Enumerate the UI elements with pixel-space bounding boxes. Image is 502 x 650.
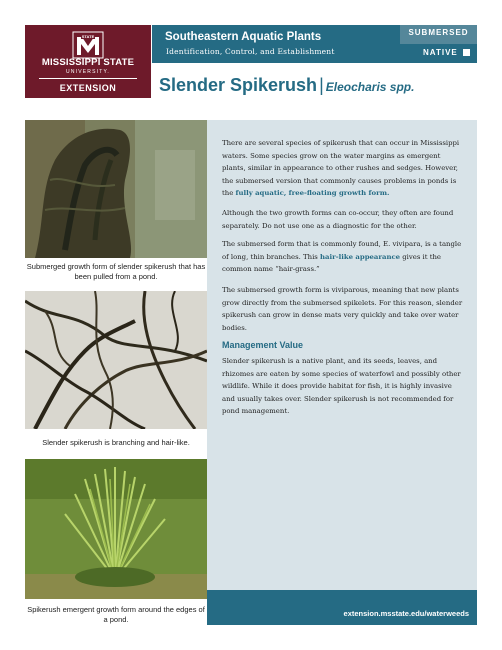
hair-like-highlight: hair-like appearance [320, 252, 401, 261]
msu-extension-logo [25, 25, 151, 98]
scientific-name: Eleocharis spp. [325, 80, 415, 94]
logo-divider [39, 78, 137, 79]
intro-text: There are several species of spikerush that can occur in Mississippi waters. Some species grow on the water margins as emergent plants, similar in appearance to other rushes and sedges. However, the submersed version that commonly causes problems in ponds is the [222, 139, 460, 198]
submerged-spikerush-photo [25, 120, 207, 258]
management-heading: Management Value [222, 340, 304, 350]
logo-extension: EXTENSION [59, 83, 117, 93]
title-separator: | [319, 75, 324, 95]
photo-caption-1: Submerged growth form of slender spikerush that has been pulled from a pond. [26, 262, 206, 281]
viviparous-paragraph: The submersed growth form is viviparous, meaning that new plants grow directly from the submersed spikelets. For this reason, slender spikerush can grow in dense mats very quickly and take over water bodies. [222, 286, 463, 332]
footer-bar [207, 590, 477, 625]
emergent-spikerush-photo [25, 459, 207, 599]
hair-like-spikerush-photo [25, 291, 207, 429]
common-name: Slender Spikerush [159, 75, 318, 95]
submersed-form-paragraph [222, 238, 466, 276]
logo-name: MISSISSIPPI STATE [41, 57, 135, 68]
growth-forms-paragraph: Although the two growth forms can co-occur, they often are found separately. Do not use one as a diagnostic for the other. [222, 209, 454, 230]
management-paragraph: Slender spikerush is a native plant, and its seeds, leaves, and rhizomes are eaten by some species of waterfowl and possibly other wildlife. While it does provide habitat for fish, it is highly invasive and usually takes over. Slender spikerush is not recommended for pond management. [222, 357, 461, 416]
photo-caption-3: Spikerush emergent growth form around the edges of a pond. [27, 605, 205, 624]
native-square-icon [463, 49, 470, 56]
page-title [159, 75, 414, 96]
msu-m-logo-icon [72, 31, 104, 59]
free-floating-highlight: fully aquatic, free-floating growth form. [235, 189, 390, 198]
native-badge: NATIVE [423, 48, 458, 57]
submersed-badge: SUBMERSED [408, 28, 469, 37]
photo-caption-2: Slender spikerush is branching and hair-like. [42, 438, 190, 447]
series-title: Southeastern Aquatic Plants [165, 31, 322, 43]
intro-paragraph [222, 137, 466, 200]
submersed-form-text: The submersed form that is commonly found, E. vivipara, is a tangle of long, thin branches. This [222, 240, 462, 261]
footer-url: extension.msstate.edu/waterweeds [343, 609, 469, 618]
series-subtitle: Identification, Control, and Establishment [166, 47, 335, 56]
logo-university: UNIVERSITY. [66, 69, 110, 75]
submersed-form-text-end: gives it the common name “hair-grass.” [222, 252, 441, 274]
logo-mark-label: STATE [81, 34, 95, 39]
